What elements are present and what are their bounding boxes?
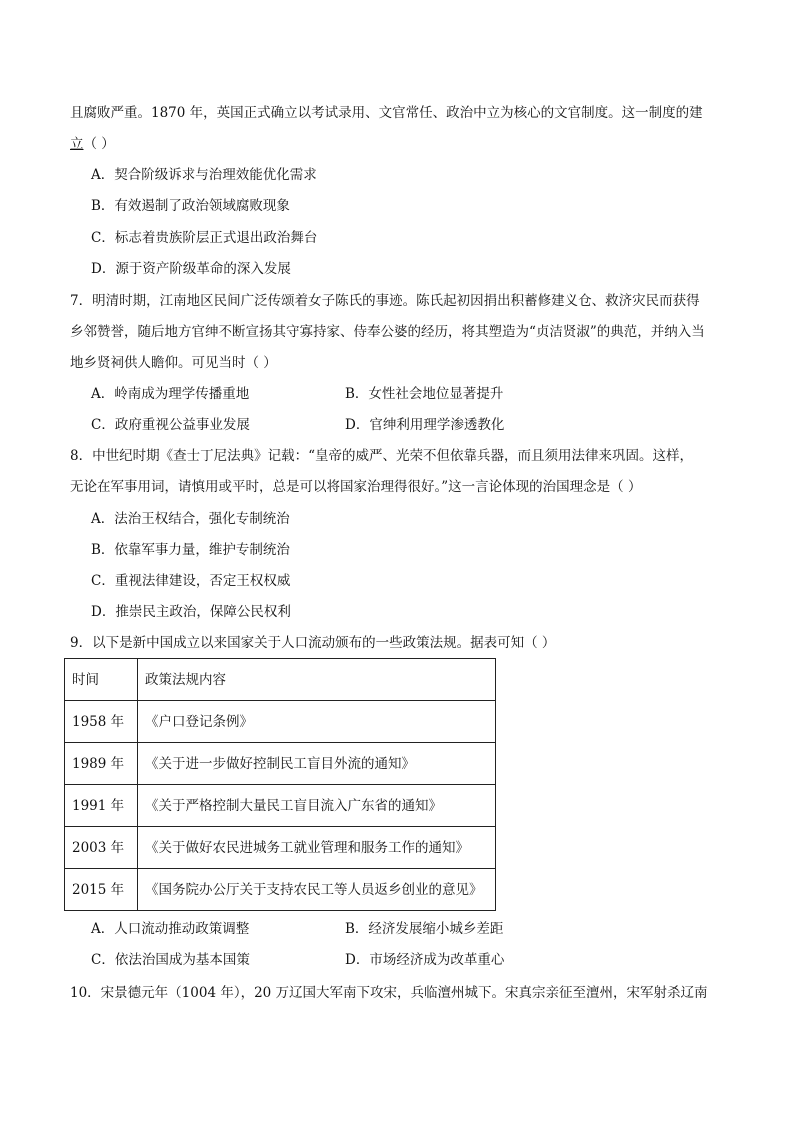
table-cell-year: 2015 年 <box>65 869 138 911</box>
q6-option-d[interactable]: D．源于资产阶级革命的深入发展 <box>91 261 291 277</box>
q7-option-b[interactable]: B．女性社会地位显著提升 <box>345 386 504 402</box>
q9-option-d[interactable]: D．市场经济成为改革重心 <box>345 952 505 968</box>
q6-stem-line <box>70 135 115 153</box>
table-header-row <box>65 659 496 701</box>
table-header-cell: 时间 <box>65 659 138 701</box>
table-cell-policy: 《关于严格控制大量民工盲目流入广东省的通知》 <box>138 785 496 827</box>
policy-table <box>64 658 496 911</box>
table-cell-policy: 《国务院办公厅关于支持农民工等人员返乡创业的意见》 <box>138 869 496 911</box>
table-cell-policy: 《关于进一步做好控制民工盲目外流的通知》 <box>138 743 496 785</box>
q7-option-a[interactable]: A．岭南成为理学传播重地 <box>91 386 250 402</box>
q10-stem-line: 10．宋景德元年（1004 年），20 万辽国大军南下攻宋，兵临澶州城下。宋真宗亲征至澶州，宋军射杀辽南 <box>70 985 708 1001</box>
table-header-cell: 政策法规内容 <box>138 659 496 701</box>
table-row <box>65 743 496 785</box>
table-cell-policy: 《关于做好农民进城务工就业管理和服务工作的通知》 <box>138 827 496 869</box>
q8-option-a[interactable]: A．法治王权结合，强化专制统治 <box>91 511 290 527</box>
q6-underlined-text: 立 <box>70 136 84 152</box>
q7-option-d[interactable]: D．官绅利用理学渗透教化 <box>345 417 505 433</box>
q9-option-a[interactable]: A．人口流动推动政策调整 <box>91 921 250 937</box>
q6-stem-line: 且腐败严重。1870 年，英国正式确立以考试录用、文官常任、政治中立为核心的文官制度。这一制度的建 <box>70 105 703 121</box>
table-cell-year: 1991 年 <box>65 785 138 827</box>
table-cell-year: 1989 年 <box>65 743 138 785</box>
table-cell-policy: 《户口登记条例》 <box>138 701 496 743</box>
q8-option-b[interactable]: B．依靠军事力量，维护专制统治 <box>91 542 290 558</box>
q7-stem-line: 乡邻赞誉，随后地方官绅不断宣扬其守寡持家、侍奉公婆的经历，将其塑造为“贞洁贤淑”的典范，并纳入当 <box>70 324 705 340</box>
table-row <box>65 869 496 911</box>
q6-option-a[interactable]: A．契合阶级诉求与治理效能优化需求 <box>91 167 317 183</box>
table-cell-year: 1958 年 <box>65 701 138 743</box>
q7-stem-line: 7．明清时期，江南地区民间广泛传颂着女子陈氏的事迹。陈氏起初因捐出积蓄修建义仓、救济灾民而获得 <box>70 293 700 309</box>
q8-option-c[interactable]: C．重视法律建设，否定王权权威 <box>91 573 291 589</box>
q6-option-b[interactable]: B．有效遏制了政治领域腐败现象 <box>91 198 290 214</box>
q7-option-c[interactable]: C．政府重视公益事业发展 <box>91 417 250 433</box>
q8-stem-line: 无论在军事用词，请慎用或平时，总是可以将国家治理得很好。”这一言论体现的治国理念是（ ） <box>70 479 642 495</box>
table-row <box>65 827 496 869</box>
table-row <box>65 785 496 827</box>
q6-option-c[interactable]: C．标志着贵族阶层正式退出政治舞台 <box>91 230 318 246</box>
q7-stem-line: 地乡贤祠供人瞻仰。可见当时（ ） <box>70 355 277 371</box>
table-row <box>65 701 496 743</box>
q8-stem-line: 8．中世纪时期《查士丁尼法典》记载：“皇帝的威严、光荣不但依靠兵器，而且须用法律来巩固。这样， <box>70 448 693 464</box>
q9-stem-line: 9．以下是新中国成立以来国家关于人口流动颁布的一些政策法规。据表可知（ ） <box>70 635 556 651</box>
q9-option-b[interactable]: B．经济发展缩小城乡差距 <box>345 921 504 937</box>
table-cell-year: 2003 年 <box>65 827 138 869</box>
q6-answer-blank: （ ） <box>83 136 115 152</box>
q8-option-d[interactable]: D．推崇民主政治，保障公民权利 <box>91 604 291 620</box>
q9-option-c[interactable]: C．依法治国成为基本国策 <box>91 952 250 968</box>
